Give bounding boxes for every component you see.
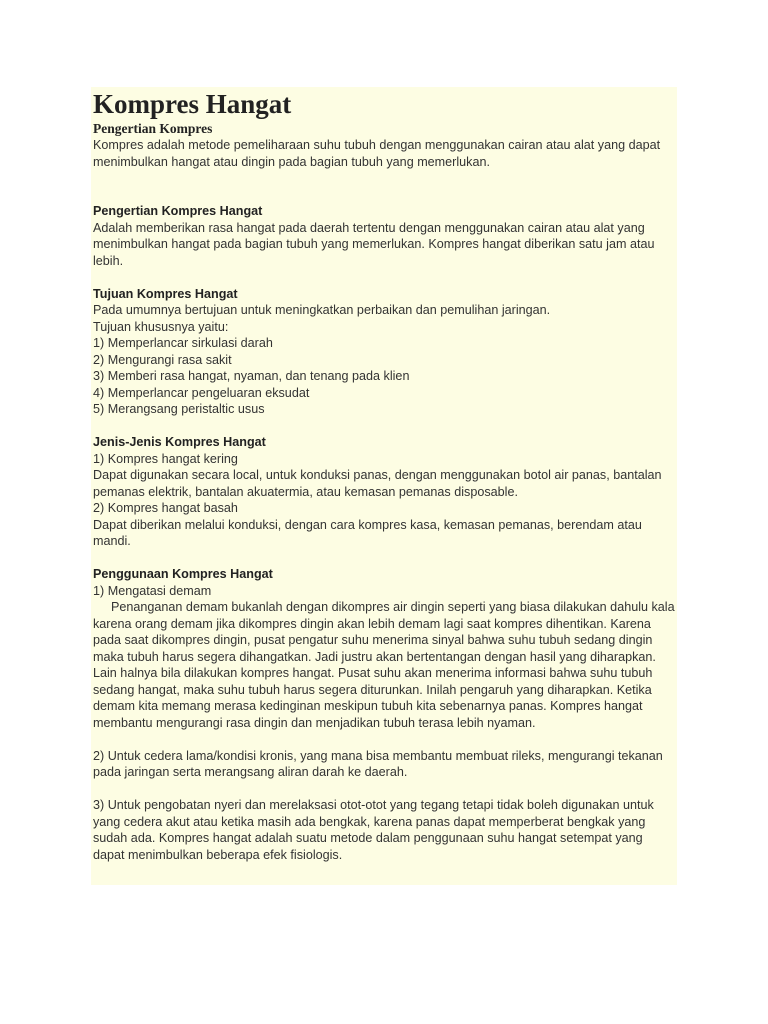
list-item: 3) Memberi rasa hangat, nyaman, dan tenang pada klien (93, 369, 410, 383)
list-item: 4) Memperlancar pengeluaran eksudat (93, 385, 310, 400)
paragraph-tujuan-subintro: Tujuan khususnya yaitu: (93, 319, 229, 334)
list-item: 1) Memperlancar sirkulasi darah (93, 336, 273, 350)
paragraph-penggunaan-nyeri: 3) Untuk pengobatan nyeri dan merelaksasi otot-otot yang tegang tetapi tidak boleh digunakan untuk yang cedera akut atau ketika masih ada bengkak, karena panas dapat memperberat bengkak yang sudah ada. Kompres hangat adalah suatu metode dalam penggunaan suhu hangat setempat yang dapat menimbulkan beberapa efek fisiologis. (93, 798, 654, 862)
paragraph-tujuan-intro: Pada umumnya bertujuan untuk meningkatkan perbaikan dan pemulihan jaringan. (93, 303, 551, 317)
list-item: 5) Merangsang peristaltic usus (93, 402, 265, 416)
section-heading-pengertian-hangat: Pengertian Kompres Hangat (93, 204, 263, 218)
document-page (91, 87, 677, 885)
page-title: Kompres Hangat (93, 89, 292, 119)
list-item: 1) Mengatasi demam (93, 583, 212, 598)
section-heading-pengertian-kompres: Pengertian Kompres (93, 121, 213, 136)
paragraph-pengertian-hangat: Adalah memberikan rasa hangat pada daerah tertentu dengan menggunakan cairan atau alat yang menimbulkan hangat pada bagian tubuh yang memerlukan. Kompres hangat diberikan satu jam atau lebih. (93, 220, 655, 268)
paragraph-jenis-basah: Dapat diberikan melalui konduksi, dengan cara kompres kasa, kemasan pemanas, berendam atau mandi. (93, 517, 642, 548)
section-heading-tujuan: Tujuan Kompres Hangat (93, 286, 238, 301)
section-heading-penggunaan: Penggunaan Kompres Hangat (93, 567, 273, 581)
paragraph-penggunaan-cedera-lama: 2) Untuk cedera lama/kondisi kronis, yang mana bisa membantu membuat rileks, mengurangi tekanan pada jaringan serta merangsang aliran darah ke daerah. (93, 748, 663, 779)
list-item: 2) Mengurangi rasa sakit (93, 352, 232, 367)
paragraph-penggunaan-demam: Penanganan demam bukanlah dengan dikompres air dingin seperti yang biasa dilakukan dahulu kala karena orang demam jika dikompres dingin akan lebih demam lagi saat kompres dihentikan. Karena pada saat dikompres dingin, pusat pengatur suhu menerima sinyal bahwa suhu tubuh sedang dingin maka tubuh harus segera dihangatkan. Jadi justru akan bertentangan dengan hasil yang diharapkan. Lain halnya bila dilakukan kompres hangat. Pusat suhu akan menerima informasi bahwa suhu tubuh sedang hangat, maka suhu tubuh harus segera diturunkan. Inilah pengaruh yang diharapkan. Ketika demam kita memang merasa kedinginan meskipun tubuh kita sebenarnya panas. Kompres hangat membantu mengurangi rasa dingin dan menjadikan tubuh terasa lebih nyaman. (93, 600, 675, 730)
list-item: 2) Kompres hangat basah (93, 501, 238, 515)
paragraph-pengertian-kompres: Kompres adalah metode pemeliharaan suhu tubuh dengan menggunakan cairan atau alat yang dapat menimbulkan hangat atau dingin pada bagian tubuh yang memerlukan. (93, 138, 661, 169)
paragraph-jenis-kering: Dapat digunakan secara local, untuk konduksi panas, dengan menggunakan botol air panas, bantalan pemanas elektrik, bantalan akuatermia, atau kemasan pemanas disposable. (93, 468, 662, 499)
list-item: 1) Kompres hangat kering (93, 451, 238, 466)
section-heading-jenis: Jenis-Jenis Kompres Hangat (93, 435, 266, 449)
